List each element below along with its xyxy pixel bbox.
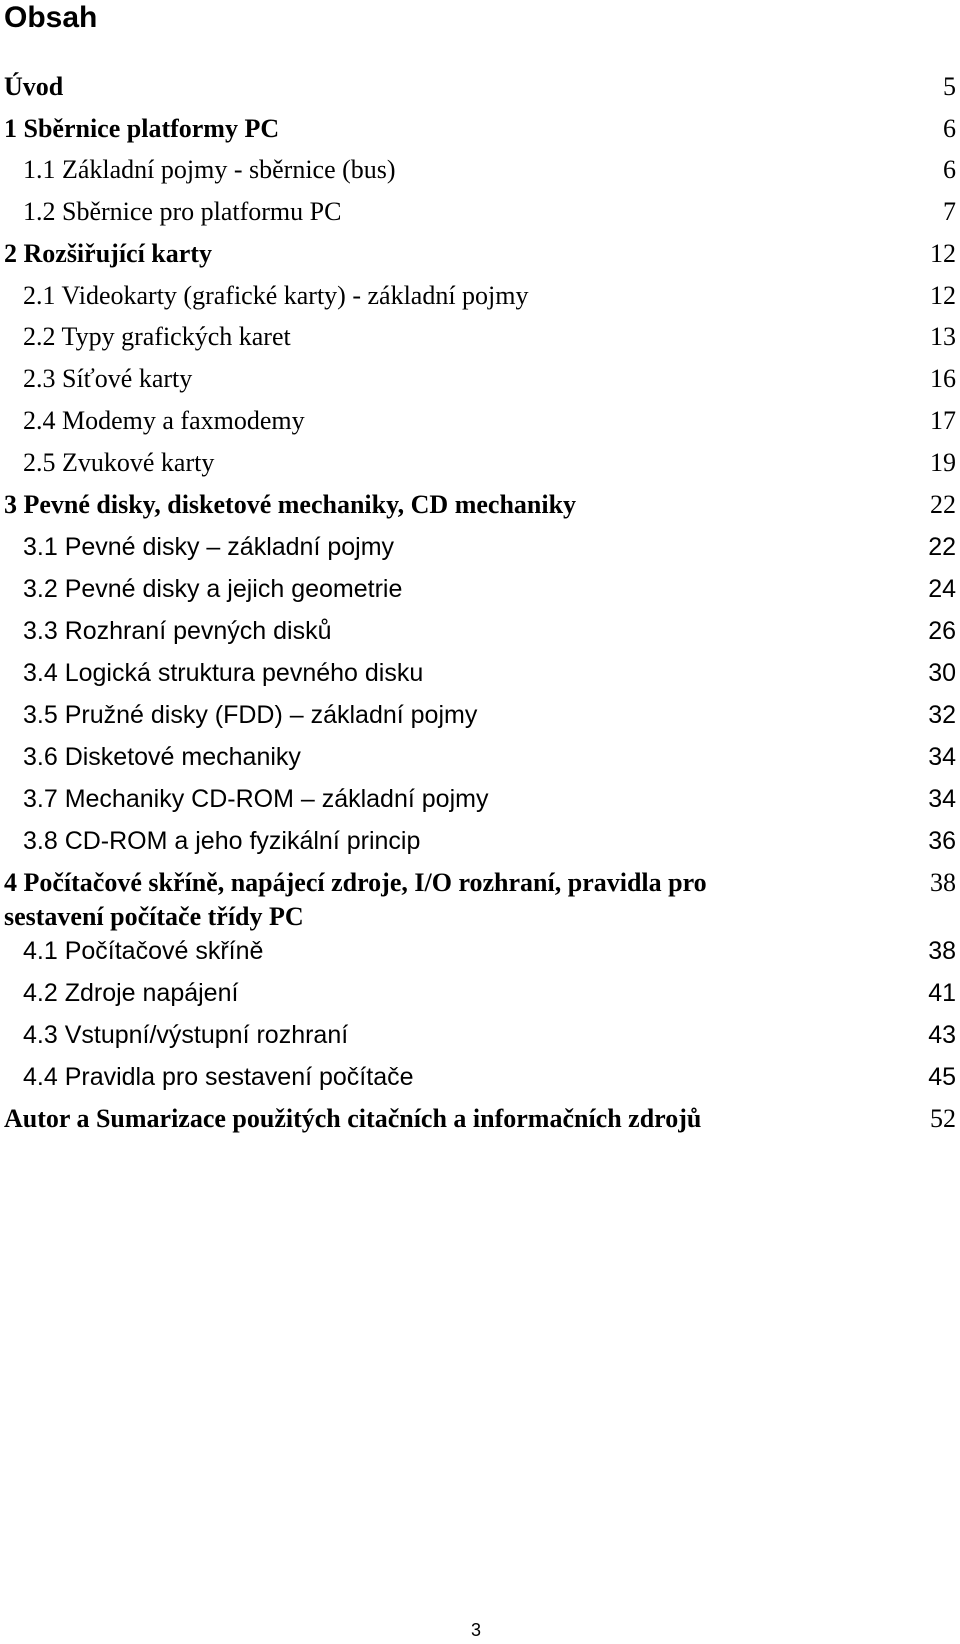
toc-entry-page: 30 [928,659,956,687]
toc-entry-label: 3.1 Pevné disky – základní pojmy [23,533,395,561]
toc-entry-page: 32 [928,701,956,729]
toc-entry-page: 16 [930,364,956,393]
toc-entry-page: 12 [930,281,956,310]
toc-entry-page: 24 [928,575,956,603]
toc-entry-label: 1.2 Sběrnice pro platformu PC [23,197,342,226]
toc-entry-label: 4 Počítačové skříně, napájecí zdroje, I/O rozhraní, pravidla pro [4,868,707,897]
toc-entry-label: 4.4 Pravidla pro sestavení počítače [23,1063,414,1091]
toc-entry-label: 3.5 Pružné disky (FDD) – základní pojmy [23,701,478,729]
toc-entry-page: 34 [928,785,956,813]
toc-entry-page: 36 [928,827,956,855]
page-number-text: 3 [470,1620,481,1640]
toc-entry-label: 4.3 Vstupní/výstupní rozhraní [23,1021,349,1049]
toc-entry-label: 4.1 Počítačové skříně [23,937,264,965]
toc-entry-label: 3.8 CD-ROM a jeho fyzikální princip [23,827,421,855]
toc-entry-label: 4.2 Zdroje napájení [23,979,239,1007]
toc-entry-label: Úvod [4,72,64,101]
toc-entry-page: 26 [928,617,956,645]
toc-entry-label: 2.3 Síťové karty [23,364,193,393]
toc-entry-label-continued: sestavení počítače třídy PC [4,902,304,931]
toc-entry-page: 6 [943,114,956,143]
toc-heading: Obsah [4,1,98,34]
toc-entry-label: 3 Pevné disky, disketové mechaniky, CD mechaniky [4,490,577,519]
toc-entry-page: 17 [930,406,956,435]
toc-entry-page: 5 [943,72,956,101]
toc-entry-label: 1.1 Základní pojmy - sběrnice (bus) [23,155,396,184]
toc-entry-label: Autor a Sumarizace použitých citačních a informačních zdrojů [4,1104,702,1133]
toc-entry-page: 22 [930,490,956,519]
toc-entry-page: 7 [943,197,956,226]
toc-entry-page: 41 [928,979,956,1007]
toc-entry-page: 22 [928,533,956,561]
toc-entry-label: 2 Rozšiřující karty [4,239,212,268]
toc-entry-page: 38 [930,868,956,897]
page-number [0,1620,960,1640]
toc-entry-page: 34 [928,743,956,771]
toc-entry-label: 2.1 Videokarty (grafické karty) - základní pojmy [23,281,529,310]
toc-entry-label: 3.7 Mechaniky CD-ROM – základní pojmy [23,785,489,813]
toc-entry-label: 2.4 Modemy a faxmodemy [23,406,305,435]
toc-entry-page: 13 [930,322,956,351]
toc-entry-page: 38 [928,937,956,965]
toc-entry-page: 52 [930,1104,956,1133]
toc-entry-page: 43 [928,1021,956,1049]
toc-entry-page: 45 [928,1063,956,1091]
toc-entry-label: 3.6 Disketové mechaniky [23,743,301,771]
toc-entry-label: 3.2 Pevné disky a jejich geometrie [23,575,403,603]
toc-entry-label: 3.3 Rozhraní pevných disků [23,617,332,645]
toc-entry-label: 1 Sběrnice platformy PC [4,114,280,143]
toc-entry-page: 6 [943,155,956,184]
toc-entry-page: 12 [930,239,956,268]
toc-entry-label: 2.5 Zvukové karty [23,448,215,477]
toc-entry-label: 3.4 Logická struktura pevného disku [23,659,424,687]
toc-entry-page: 19 [930,448,956,477]
toc-entry-label: 2.2 Typy grafických karet [23,322,291,351]
